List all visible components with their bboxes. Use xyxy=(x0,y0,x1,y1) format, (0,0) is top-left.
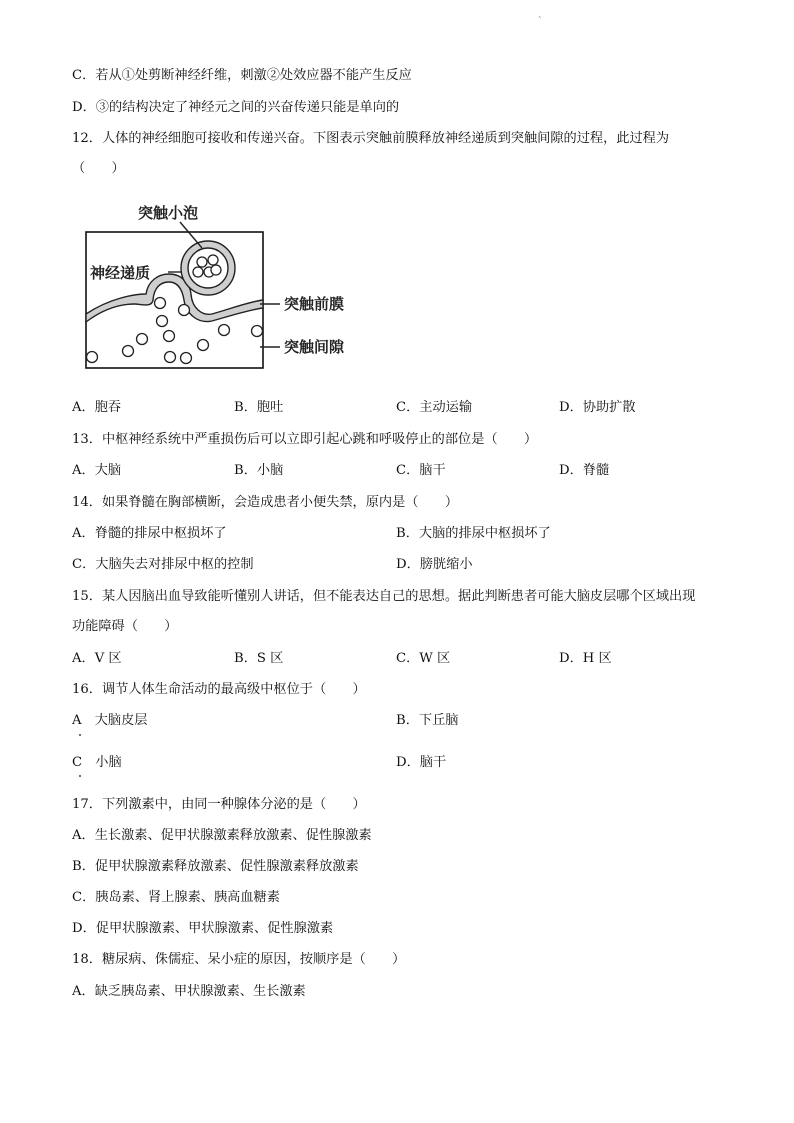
label-transmitter: 神经递质 xyxy=(90,264,151,282)
q16-option-d: D．脑干 xyxy=(396,755,447,770)
q16-option-c: C 小脑 xyxy=(72,755,122,770)
q14-option-d: D．膀胱缩小 xyxy=(396,557,473,572)
released-molecule xyxy=(137,334,148,345)
q14-option-c: C．大脑失去对排尿中枢的控制 xyxy=(72,557,254,572)
q15-stem-line1: 15．某人因脑出血导致能听懂别人讲话，但不能表达自己的思想。据此判断患者可能大脑皮层哪个区域出现 xyxy=(72,589,696,604)
q12-option-c: C．主动运输 xyxy=(396,400,473,415)
q14-option-b: B．大脑的排尿中枢损坏了 xyxy=(396,526,551,541)
q17-stem: 17．下列激素中，由同一种腺体分泌的是（ ） xyxy=(72,797,366,812)
q13-option-b: B．小脑 xyxy=(234,463,284,478)
released-molecule xyxy=(252,326,263,337)
q16-stem: 16．调节人体生命活动的最高级中枢位于（ ） xyxy=(72,682,366,697)
q18-stem: 18．糖尿病、侏儒症、呆小症的原因，按顺序是（ ） xyxy=(72,952,406,967)
q13-option-c: C．脑干 xyxy=(396,463,446,478)
released-molecule xyxy=(181,353,192,364)
q13-option-a: A．大脑 xyxy=(72,463,122,478)
q15-option-a: A．V 区 xyxy=(72,651,122,666)
q16-option-a: A 大脑皮层 xyxy=(72,713,148,728)
q17-option-d: D．促甲状腺激素、甲状腺激素、促性腺激素 xyxy=(72,921,334,936)
q13-option-d: D．脊髓 xyxy=(559,463,610,478)
stray-dot xyxy=(79,734,81,736)
released-molecule xyxy=(198,340,209,351)
q12-stem-line1: 12．人体的神经细胞可接收和传递兴奋。下图表示突触前膜释放神经递质到突触间隙的过程，此过程为 xyxy=(72,131,670,146)
top-mark: ` xyxy=(538,17,543,27)
q15-option-c: C．W 区 xyxy=(396,651,451,666)
q17-option-b: B．促甲状腺激素释放激素、促性腺激素释放激素 xyxy=(72,859,359,874)
transmitter-molecule xyxy=(211,265,221,275)
released-molecule xyxy=(87,352,98,363)
q15-option-b: B．S 区 xyxy=(234,651,284,666)
released-molecule xyxy=(155,298,166,309)
released-molecule xyxy=(157,316,168,327)
transmitter-molecule xyxy=(193,267,203,277)
q15-stem-line2: 功能障碍（ ） xyxy=(72,619,178,634)
q17-option-c: C．胰岛素、肾上腺素、胰高血糖素 xyxy=(72,890,280,905)
q11-option-d: D．③的结构决定了神经元之间的兴奋传递只能是单向的 xyxy=(72,100,400,115)
q14-option-a: A．脊髓的排尿中枢损坏了 xyxy=(72,526,227,541)
released-molecule xyxy=(165,352,176,363)
label-presyn-membrane: 突触前膜 xyxy=(284,295,345,313)
label-cleft: 突触间隙 xyxy=(284,338,345,356)
released-molecule xyxy=(219,325,230,336)
released-molecule xyxy=(123,346,134,357)
q15-option-d: D．H 区 xyxy=(559,651,612,666)
q16-option-b: B．下丘脑 xyxy=(396,713,459,728)
q12-option-d: D．协助扩散 xyxy=(559,400,636,415)
q17-option-a: A．生长激素、促甲状腺激素释放激素、促性腺激素 xyxy=(72,828,372,843)
q14-stem: 14．如果脊髓在胸部横断，会造成患者小便失禁，原内是（ ） xyxy=(72,495,459,510)
q18-option-a: A．缺乏胰岛素、甲状腺激素、生长激素 xyxy=(72,984,306,999)
released-molecule xyxy=(179,305,190,316)
stray-dot xyxy=(79,775,81,777)
transmitter-molecule xyxy=(208,255,218,265)
synapse-figure xyxy=(80,196,370,374)
q12-option-a: A．胞吞 xyxy=(72,400,122,415)
q11-option-c: C．若从①处剪断神经纤维，刺激②处效应器不能产生反应 xyxy=(72,68,412,83)
vesicle-leader-line xyxy=(180,222,202,248)
q12-stem-line2: （ ） xyxy=(72,161,125,176)
label-vesicle: 突触小泡 xyxy=(138,204,199,222)
transmitter-molecule xyxy=(197,257,207,267)
q13-stem: 13．中枢神经系统中严重损伤后可以立即引起心跳和呼吸停止的部位是（ ） xyxy=(72,432,538,447)
q12-option-b: B．胞吐 xyxy=(234,400,284,415)
released-molecule xyxy=(164,331,175,342)
